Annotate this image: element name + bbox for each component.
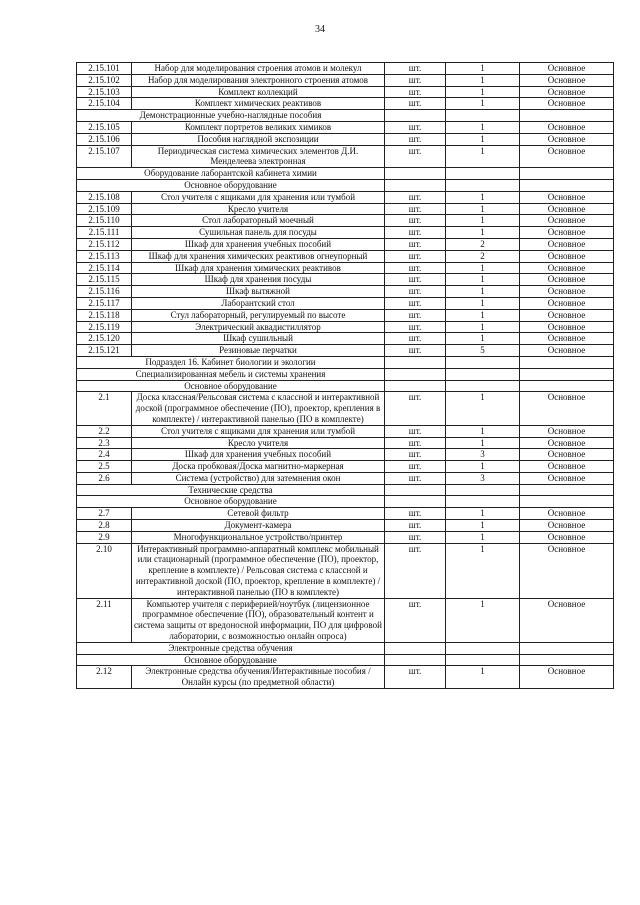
- section-title: Основное оборудование: [77, 380, 385, 392]
- item-name: Пособия наглядной экспозиции: [132, 133, 385, 145]
- section-row: [77, 179, 614, 191]
- item-quantity: 2: [446, 238, 520, 250]
- item-unit: шт.: [385, 121, 446, 133]
- empty-cell: [520, 642, 614, 654]
- item-name: Шкаф для хранения учебных пособий: [132, 238, 385, 250]
- item-number: 2.15.101: [77, 63, 132, 75]
- item-name: Комплект химических реактивов: [132, 98, 385, 110]
- item-category: Основное: [520, 191, 614, 203]
- item-name: Набор для моделирования электронного строения атомов: [132, 74, 385, 86]
- item-number: 2.15.108: [77, 191, 132, 203]
- table-row: [77, 227, 614, 239]
- empty-cell: [385, 168, 446, 180]
- item-unit: шт.: [385, 472, 446, 484]
- item-quantity: 1: [446, 297, 520, 309]
- item-number: 2.15.102: [77, 74, 132, 86]
- item-unit: шт.: [385, 145, 446, 168]
- item-name: Шкаф для хранения учебных пособий: [132, 449, 385, 461]
- table-row: [77, 321, 614, 333]
- section-title: Демонстрационные учебно-наглядные пособия: [77, 110, 385, 122]
- item-quantity: 1: [446, 203, 520, 215]
- table-row: [77, 472, 614, 484]
- item-unit: шт.: [385, 274, 446, 286]
- item-category: Основное: [520, 286, 614, 298]
- table-row: [77, 461, 614, 473]
- section-title: Основное оборудование: [77, 179, 385, 191]
- item-number: 2.15.103: [77, 86, 132, 98]
- table-row: [77, 250, 614, 262]
- item-quantity: 1: [446, 508, 520, 520]
- table-row: [77, 392, 614, 425]
- item-name: Документ-камера: [132, 520, 385, 532]
- item-quantity: 1: [446, 63, 520, 75]
- item-quantity: 1: [446, 425, 520, 437]
- item-category: Основное: [520, 437, 614, 449]
- item-number: 2.15.121: [77, 345, 132, 357]
- item-name: Лаборантский стол: [132, 297, 385, 309]
- section-row: [77, 356, 614, 368]
- item-number: 2.15.120: [77, 333, 132, 345]
- empty-cell: [520, 380, 614, 392]
- table-row: [77, 520, 614, 532]
- item-name: Резиновые перчатки: [132, 345, 385, 357]
- item-unit: шт.: [385, 86, 446, 98]
- item-unit: шт.: [385, 461, 446, 473]
- item-number: 2.7: [77, 508, 132, 520]
- table-row: [77, 309, 614, 321]
- item-name: Интерактивный программно-аппаратный комплекс мобильный или стационарный (программное обеспечение (ПО), проектор, крепление в комплекте) / Рельсовая система с классной и интерактивной доской (ПО, проектор, крепление в комплекте) / интерактивной панелью (ПО в комплекте): [132, 543, 385, 598]
- item-number: 2.11: [77, 598, 132, 642]
- item-number: 2.15.110: [77, 215, 132, 227]
- section-row: [77, 380, 614, 392]
- table-row: [77, 262, 614, 274]
- item-number: 2.6: [77, 472, 132, 484]
- item-quantity: 1: [446, 121, 520, 133]
- item-name: Система (устройство) для затемнения окон: [132, 472, 385, 484]
- item-quantity: 1: [446, 274, 520, 286]
- item-unit: шт.: [385, 520, 446, 532]
- section-row: [77, 110, 614, 122]
- item-quantity: 1: [446, 309, 520, 321]
- item-unit: шт.: [385, 74, 446, 86]
- table-row: [77, 598, 614, 642]
- item-unit: шт.: [385, 543, 446, 598]
- item-unit: шт.: [385, 297, 446, 309]
- item-name: Кресло учителя: [132, 437, 385, 449]
- item-number: 2.15.114: [77, 262, 132, 274]
- section-row: [77, 654, 614, 666]
- item-category: Основное: [520, 133, 614, 145]
- item-quantity: 1: [446, 215, 520, 227]
- item-quantity: 1: [446, 598, 520, 642]
- item-category: Основное: [520, 203, 614, 215]
- item-number: 2.15.112: [77, 238, 132, 250]
- item-quantity: 2: [446, 250, 520, 262]
- empty-cell: [446, 110, 520, 122]
- item-quantity: 1: [446, 437, 520, 449]
- item-unit: шт.: [385, 333, 446, 345]
- empty-cell: [385, 380, 446, 392]
- item-number: 2.15.116: [77, 286, 132, 298]
- item-name: Доска классная/Рельсовая система с классной и интерактивной доской (программное обеспечение (ПО), проектор, крепления в комплекте) / интерактивной панелью (ПО в комплекте): [132, 392, 385, 425]
- item-category: Основное: [520, 543, 614, 598]
- item-number: 2.15.115: [77, 274, 132, 286]
- item-quantity: 1: [446, 191, 520, 203]
- item-number: 2.4: [77, 449, 132, 461]
- empty-cell: [385, 484, 446, 496]
- empty-cell: [520, 496, 614, 508]
- item-quantity: 1: [446, 286, 520, 298]
- table-row: [77, 203, 614, 215]
- item-category: Основное: [520, 262, 614, 274]
- item-name: Стол лабораторный моечный: [132, 215, 385, 227]
- item-category: Основное: [520, 121, 614, 133]
- item-quantity: 1: [446, 531, 520, 543]
- item-quantity: 1: [446, 262, 520, 274]
- empty-cell: [446, 642, 520, 654]
- item-name: Шкаф для хранения посуды: [132, 274, 385, 286]
- item-number: 2.10: [77, 543, 132, 598]
- item-number: 2.15.107: [77, 145, 132, 168]
- section-title: Специализированная мебель и системы хранения: [77, 368, 385, 380]
- empty-cell: [520, 368, 614, 380]
- equipment-table: [76, 62, 614, 689]
- empty-cell: [446, 496, 520, 508]
- item-category: Основное: [520, 86, 614, 98]
- item-category: Основное: [520, 98, 614, 110]
- item-name: Многофункциональное устройство/принтер: [132, 531, 385, 543]
- item-number: 2.15.109: [77, 203, 132, 215]
- item-number: 2.1: [77, 392, 132, 425]
- item-unit: шт.: [385, 215, 446, 227]
- item-number: 2.5: [77, 461, 132, 473]
- empty-cell: [520, 179, 614, 191]
- item-name: Компьютер учителя с периферией/ноутбук (лицензионное программное обеспечение (ПО), образовательный контент и система защиты от вредоносной информации, ПО для цифровой лаборатории, с возможностью онлайн опроса): [132, 598, 385, 642]
- item-unit: шт.: [385, 191, 446, 203]
- item-category: Основное: [520, 472, 614, 484]
- item-number: 2.15.119: [77, 321, 132, 333]
- item-number: 2.15.105: [77, 121, 132, 133]
- empty-cell: [385, 654, 446, 666]
- item-unit: шт.: [385, 286, 446, 298]
- item-quantity: 1: [446, 333, 520, 345]
- item-quantity: 1: [446, 543, 520, 598]
- table-row: [77, 437, 614, 449]
- item-number: 2.15.104: [77, 98, 132, 110]
- item-quantity: 1: [446, 666, 520, 689]
- empty-cell: [446, 380, 520, 392]
- item-number: 2.2: [77, 425, 132, 437]
- item-name: Стол учителя с ящиками для хранения или тумбой: [132, 425, 385, 437]
- section-title: Подраздел 16. Кабинет биологии и экологии: [77, 356, 385, 368]
- table-row: [77, 531, 614, 543]
- item-category: Основное: [520, 215, 614, 227]
- item-category: Основное: [520, 63, 614, 75]
- item-name: Шкаф вытяжной: [132, 286, 385, 298]
- item-category: Основное: [520, 274, 614, 286]
- item-unit: шт.: [385, 98, 446, 110]
- item-quantity: 3: [446, 472, 520, 484]
- empty-cell: [446, 168, 520, 180]
- table-row: [77, 274, 614, 286]
- table-row: [77, 145, 614, 168]
- empty-cell: [446, 654, 520, 666]
- item-unit: шт.: [385, 63, 446, 75]
- item-number: 2.15.106: [77, 133, 132, 145]
- section-row: [77, 484, 614, 496]
- table-row: [77, 297, 614, 309]
- table-row: [77, 286, 614, 298]
- item-unit: шт.: [385, 531, 446, 543]
- item-unit: шт.: [385, 309, 446, 321]
- page-number: 34: [315, 24, 325, 35]
- item-name: Кресло учителя: [132, 203, 385, 215]
- item-name: Сетевой фильтр: [132, 508, 385, 520]
- item-unit: шт.: [385, 508, 446, 520]
- table-row: [77, 508, 614, 520]
- empty-cell: [385, 368, 446, 380]
- item-category: Основное: [520, 74, 614, 86]
- table-row: [77, 543, 614, 598]
- item-name: Шкаф сушильный: [132, 333, 385, 345]
- item-number: 2.15.118: [77, 309, 132, 321]
- item-category: Основное: [520, 461, 614, 473]
- item-category: Основное: [520, 392, 614, 425]
- item-quantity: 1: [446, 227, 520, 239]
- empty-cell: [446, 484, 520, 496]
- item-category: Основное: [520, 309, 614, 321]
- item-quantity: 1: [446, 321, 520, 333]
- empty-cell: [520, 356, 614, 368]
- section-row: [77, 496, 614, 508]
- item-name: Стол учителя с ящиками для хранения или тумбой: [132, 191, 385, 203]
- item-unit: шт.: [385, 666, 446, 689]
- table-row: [77, 666, 614, 689]
- section-title: Основное оборудование: [77, 654, 385, 666]
- section-title: Основное оборудование: [77, 496, 385, 508]
- item-number: 2.15.117: [77, 297, 132, 309]
- table-row: [77, 63, 614, 75]
- item-unit: шт.: [385, 437, 446, 449]
- item-category: Основное: [520, 227, 614, 239]
- item-unit: шт.: [385, 425, 446, 437]
- item-unit: шт.: [385, 203, 446, 215]
- table-row: [77, 121, 614, 133]
- empty-cell: [520, 484, 614, 496]
- item-unit: шт.: [385, 133, 446, 145]
- table-row: [77, 333, 614, 345]
- item-unit: шт.: [385, 321, 446, 333]
- item-category: Основное: [520, 238, 614, 250]
- item-unit: шт.: [385, 238, 446, 250]
- section-title: Электронные средства обучения: [77, 642, 385, 654]
- item-category: Основное: [520, 345, 614, 357]
- empty-cell: [385, 496, 446, 508]
- item-number: 2.12: [77, 666, 132, 689]
- table-row: [77, 425, 614, 437]
- item-number: 2.9: [77, 531, 132, 543]
- item-number: 2.3: [77, 437, 132, 449]
- item-category: Основное: [520, 531, 614, 543]
- item-name: Комплект коллекций: [132, 86, 385, 98]
- item-category: Основное: [520, 449, 614, 461]
- section-title: Технические средства: [77, 484, 385, 496]
- item-category: Основное: [520, 250, 614, 262]
- empty-cell: [385, 110, 446, 122]
- item-unit: шт.: [385, 392, 446, 425]
- item-category: Основное: [520, 425, 614, 437]
- item-category: Основное: [520, 666, 614, 689]
- item-unit: шт.: [385, 598, 446, 642]
- table-row: [77, 345, 614, 357]
- item-unit: шт.: [385, 345, 446, 357]
- empty-cell: [446, 368, 520, 380]
- item-quantity: 1: [446, 74, 520, 86]
- item-unit: шт.: [385, 449, 446, 461]
- empty-cell: [385, 179, 446, 191]
- table-row: [77, 238, 614, 250]
- empty-cell: [446, 179, 520, 191]
- item-name: Периодическая система химических элементов Д.И. Менделеева электронная: [132, 145, 385, 168]
- empty-cell: [446, 356, 520, 368]
- empty-cell: [385, 642, 446, 654]
- section-row: [77, 368, 614, 380]
- table-row: [77, 98, 614, 110]
- item-unit: шт.: [385, 250, 446, 262]
- item-category: Основное: [520, 333, 614, 345]
- item-name: Шкаф для хранения химических реактивов: [132, 262, 385, 274]
- item-name: Набор для моделирования строения атомов и молекул: [132, 63, 385, 75]
- equipment-table-body: [77, 63, 614, 689]
- item-quantity: 1: [446, 392, 520, 425]
- item-number: 2.15.113: [77, 250, 132, 262]
- item-name: Стул лабораторный, регулируемый по высоте: [132, 309, 385, 321]
- item-category: Основное: [520, 598, 614, 642]
- section-row: [77, 168, 614, 180]
- item-category: Основное: [520, 297, 614, 309]
- item-quantity: 5: [446, 345, 520, 357]
- empty-cell: [520, 110, 614, 122]
- item-unit: шт.: [385, 227, 446, 239]
- item-quantity: 1: [446, 98, 520, 110]
- item-number: 2.8: [77, 520, 132, 532]
- item-name: Электрический аквадистиллятор: [132, 321, 385, 333]
- section-title: Оборудование лаборантской кабинета химии: [77, 168, 385, 180]
- item-unit: шт.: [385, 262, 446, 274]
- empty-cell: [520, 168, 614, 180]
- table-row: [77, 86, 614, 98]
- table-row: [77, 191, 614, 203]
- table-row: [77, 449, 614, 461]
- item-name: Электронные средства обучения/Интерактивные пособия / Онлайн курсы (по предметной области): [132, 666, 385, 689]
- item-quantity: 1: [446, 145, 520, 168]
- item-name: Доска пробковая/Доска магнитно-маркерная: [132, 461, 385, 473]
- item-quantity: 1: [446, 520, 520, 532]
- item-quantity: 1: [446, 86, 520, 98]
- item-name: Сушильная панель для посуды: [132, 227, 385, 239]
- item-quantity: 3: [446, 449, 520, 461]
- item-category: Основное: [520, 508, 614, 520]
- item-number: 2.15.111: [77, 227, 132, 239]
- table-row: [77, 215, 614, 227]
- empty-cell: [385, 356, 446, 368]
- item-category: Основное: [520, 321, 614, 333]
- empty-cell: [520, 654, 614, 666]
- section-row: [77, 642, 614, 654]
- item-name: Шкаф для хранения химических реактивов огнеупорный: [132, 250, 385, 262]
- item-quantity: 1: [446, 461, 520, 473]
- item-name: Комплект портретов великих химиков: [132, 121, 385, 133]
- table-row: [77, 74, 614, 86]
- item-category: Основное: [520, 145, 614, 168]
- table-row: [77, 133, 614, 145]
- item-category: Основное: [520, 520, 614, 532]
- item-quantity: 1: [446, 133, 520, 145]
